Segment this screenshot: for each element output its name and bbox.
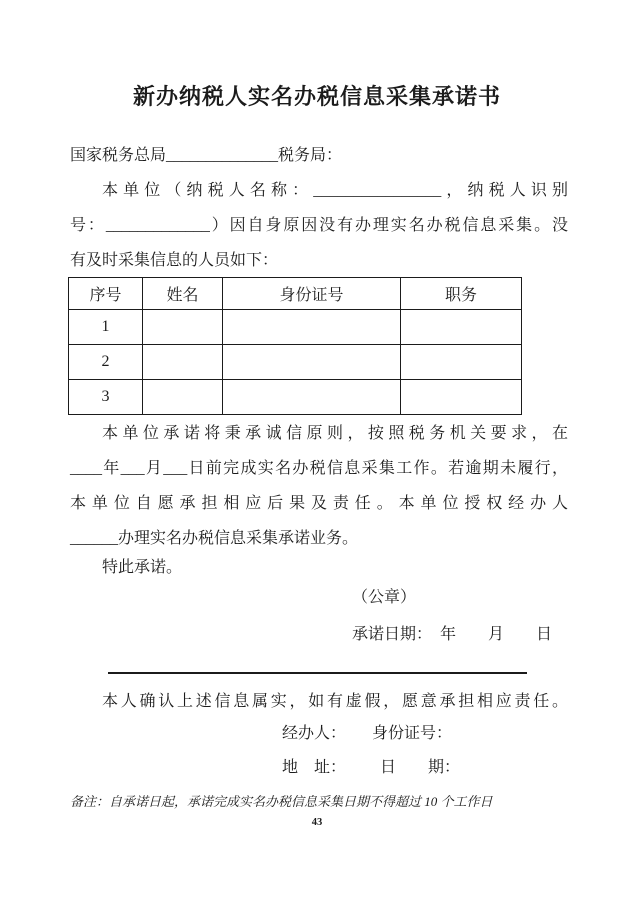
cell-index: 1 bbox=[69, 310, 143, 345]
col-header-id-number: 身份证号 bbox=[223, 278, 401, 310]
note-line: 备注：自承诺日起，承诺完成实名办税信息采集日期不得超过 10 个工作日 bbox=[70, 794, 493, 809]
table-row bbox=[69, 345, 522, 380]
paragraph-line: 号：_____________）因自身原因没有办理实名办税信息采集。没 bbox=[70, 217, 568, 234]
divider-line bbox=[108, 672, 527, 674]
col-header-index: 序号 bbox=[69, 278, 143, 310]
cell-name bbox=[143, 380, 223, 415]
personnel-table bbox=[68, 277, 522, 415]
cell-position bbox=[401, 380, 522, 415]
paragraph-line: 本单位承诺将秉承诚信原则，按照税务机关要求，在 bbox=[102, 425, 568, 442]
seal-label: （公章） bbox=[352, 589, 417, 606]
id-number-label: 身份证号： bbox=[372, 725, 453, 742]
paragraph-line: 本单位自愿承担相应后果及责任。本单位授权经办人 bbox=[70, 495, 568, 512]
col-header-name: 姓名 bbox=[143, 278, 223, 310]
commitment-paragraph bbox=[70, 416, 568, 556]
col-header-position: 职务 bbox=[401, 278, 522, 310]
paragraph-line: 有及时采集信息的人员如下： bbox=[70, 252, 279, 269]
cell-position bbox=[401, 310, 522, 345]
cell-position bbox=[401, 345, 522, 380]
commitment-date-line: 承诺日期： 年 月 日 bbox=[352, 626, 553, 643]
paragraph-line: 本单位（纳税人名称：________________，纳税人识别 bbox=[102, 182, 568, 199]
table-row bbox=[69, 310, 522, 345]
confirmation-line: 本人确认上述信息属实，如有虚假，愿意承担相应责任。 bbox=[102, 693, 568, 710]
table-row bbox=[69, 380, 522, 415]
paragraph-line: ______办理实名办税信息采集承诺业务。 bbox=[70, 530, 359, 547]
address-label: 地 址： bbox=[282, 759, 347, 776]
cell-name bbox=[143, 310, 223, 345]
cell-index: 3 bbox=[69, 380, 143, 415]
hereby-line: 特此承诺。 bbox=[102, 559, 183, 576]
cell-index: 2 bbox=[69, 345, 143, 380]
cell-id-number bbox=[223, 345, 401, 380]
salutation-line: 国家税务总局______________税务局： bbox=[70, 147, 343, 164]
intro-paragraph bbox=[70, 173, 568, 278]
table-header-row bbox=[69, 278, 522, 310]
cell-id-number bbox=[223, 310, 401, 345]
cell-name bbox=[143, 345, 223, 380]
agent-label: 经办人： bbox=[282, 725, 347, 742]
page-number: 43 bbox=[311, 817, 323, 828]
date-label: 日 期： bbox=[380, 759, 461, 776]
paragraph-line: ____年___月___日前完成实名办税信息采集工作。若逾期未履行， bbox=[70, 460, 568, 477]
document-title: 新办纳税人实名办税信息采集承诺书 bbox=[132, 84, 501, 109]
cell-id-number bbox=[223, 380, 401, 415]
